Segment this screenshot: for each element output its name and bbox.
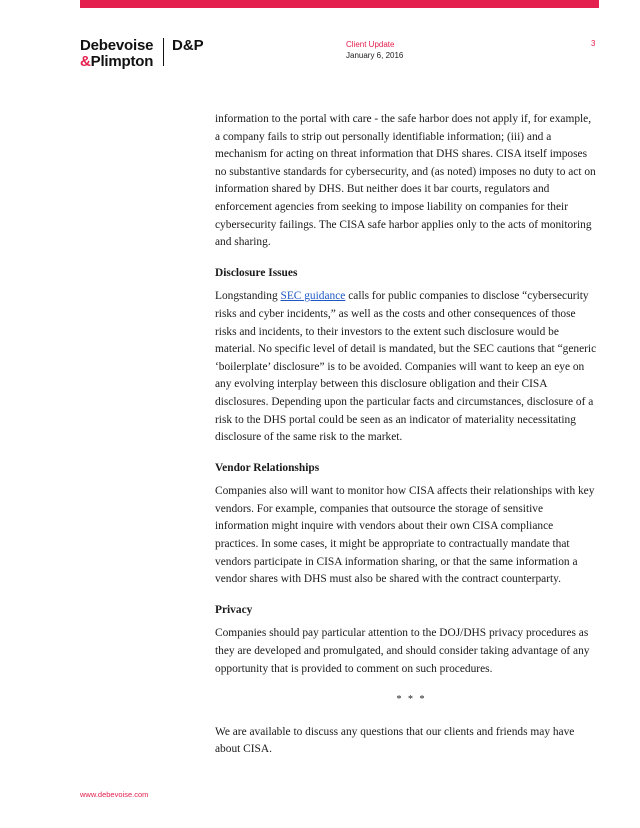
heading-vendor: Vendor Relationships (215, 461, 320, 474)
document-date: January 6, 2016 (346, 51, 404, 60)
page-number: 3 (591, 39, 596, 48)
top-accent-bar (80, 0, 599, 8)
heading-disclosure: Disclosure Issues (215, 266, 298, 279)
logo-ampersand: & (80, 53, 91, 70)
footer-website-link[interactable]: www.debevoise.com (80, 790, 149, 799)
intro-paragraph: information to the portal with care - the safe harbor does not apply if, for example, a company fails to strip out personally identifiable information; (iii) and a mechanism for acting on threat information that DHS shares. CISA itself imposes no substantive standards for cybersecurity, and (as noted) imposes no duty to act on information shared by DHS. But neither does it bar courts, regulators and enforcement agencies from seeking to impose liability on companies for their cybersecurity failings. The CISA safe harbor applies only to the acts of monitoring and sharing. (215, 113, 596, 249)
logo-line-2 (80, 54, 153, 70)
disclosure-paragraph (215, 288, 598, 446)
closing-paragraph: We are available to discuss any questions that our clients and friends may have about CISA. (215, 725, 575, 756)
heading-privacy: Privacy (215, 603, 253, 616)
logo-short: D&P (172, 37, 204, 54)
vendor-paragraph: Companies also will want to monitor how CISA affects their relationships with key vendors. For example, companies that outsource the storage of sensitive information might inquire with vendors about their own CISA compliance practices. In some cases, it might be appropriate to contractually mandate that vendors participate in CISA information sharing, or that the same information a vendor shares with DHS must also be shared with the contract counterparty. (215, 485, 595, 586)
privacy-paragraph: Companies should pay particular attention to the DOJ/DHS privacy procedures as they are developed and promulgated, and should consider taking advantage of any opportunity that is provided to comment on such procedures. (215, 627, 590, 675)
sec-guidance-link[interactable]: SEC guidance (280, 290, 346, 303)
disclosure-pre-link: Longstanding (215, 290, 281, 303)
document-body (215, 111, 598, 772)
disclosure-post-link: calls for public companies to disclose “cybersecurity risks and cyber incidents,” as well as the costs and other consequences of those risks and incidents, to their investors to the extent such disclosure would be material. No specific level of detail is mandated, but the SEC cautions that “generic ‘boilerplate’ disclosure” is to be avoided. Companies will want to keep an eye on any evolving interplay between this disclosure obligation and their CISA disclosures. Depending upon the particular facts and circumstances, disclosure of a risk to the DHS portal could be seen as an indicator of materiality necessitating disclosure of the same risk to the market. (215, 290, 597, 444)
section-separator: * * * (396, 694, 427, 706)
firm-logo (80, 38, 153, 70)
document-label: Client Update (346, 40, 395, 49)
header-meta (346, 39, 403, 61)
logo-line-1: Debevoise (80, 37, 154, 54)
logo-divider (163, 38, 164, 66)
logo-line-2-text: Plimpton (90, 53, 154, 70)
